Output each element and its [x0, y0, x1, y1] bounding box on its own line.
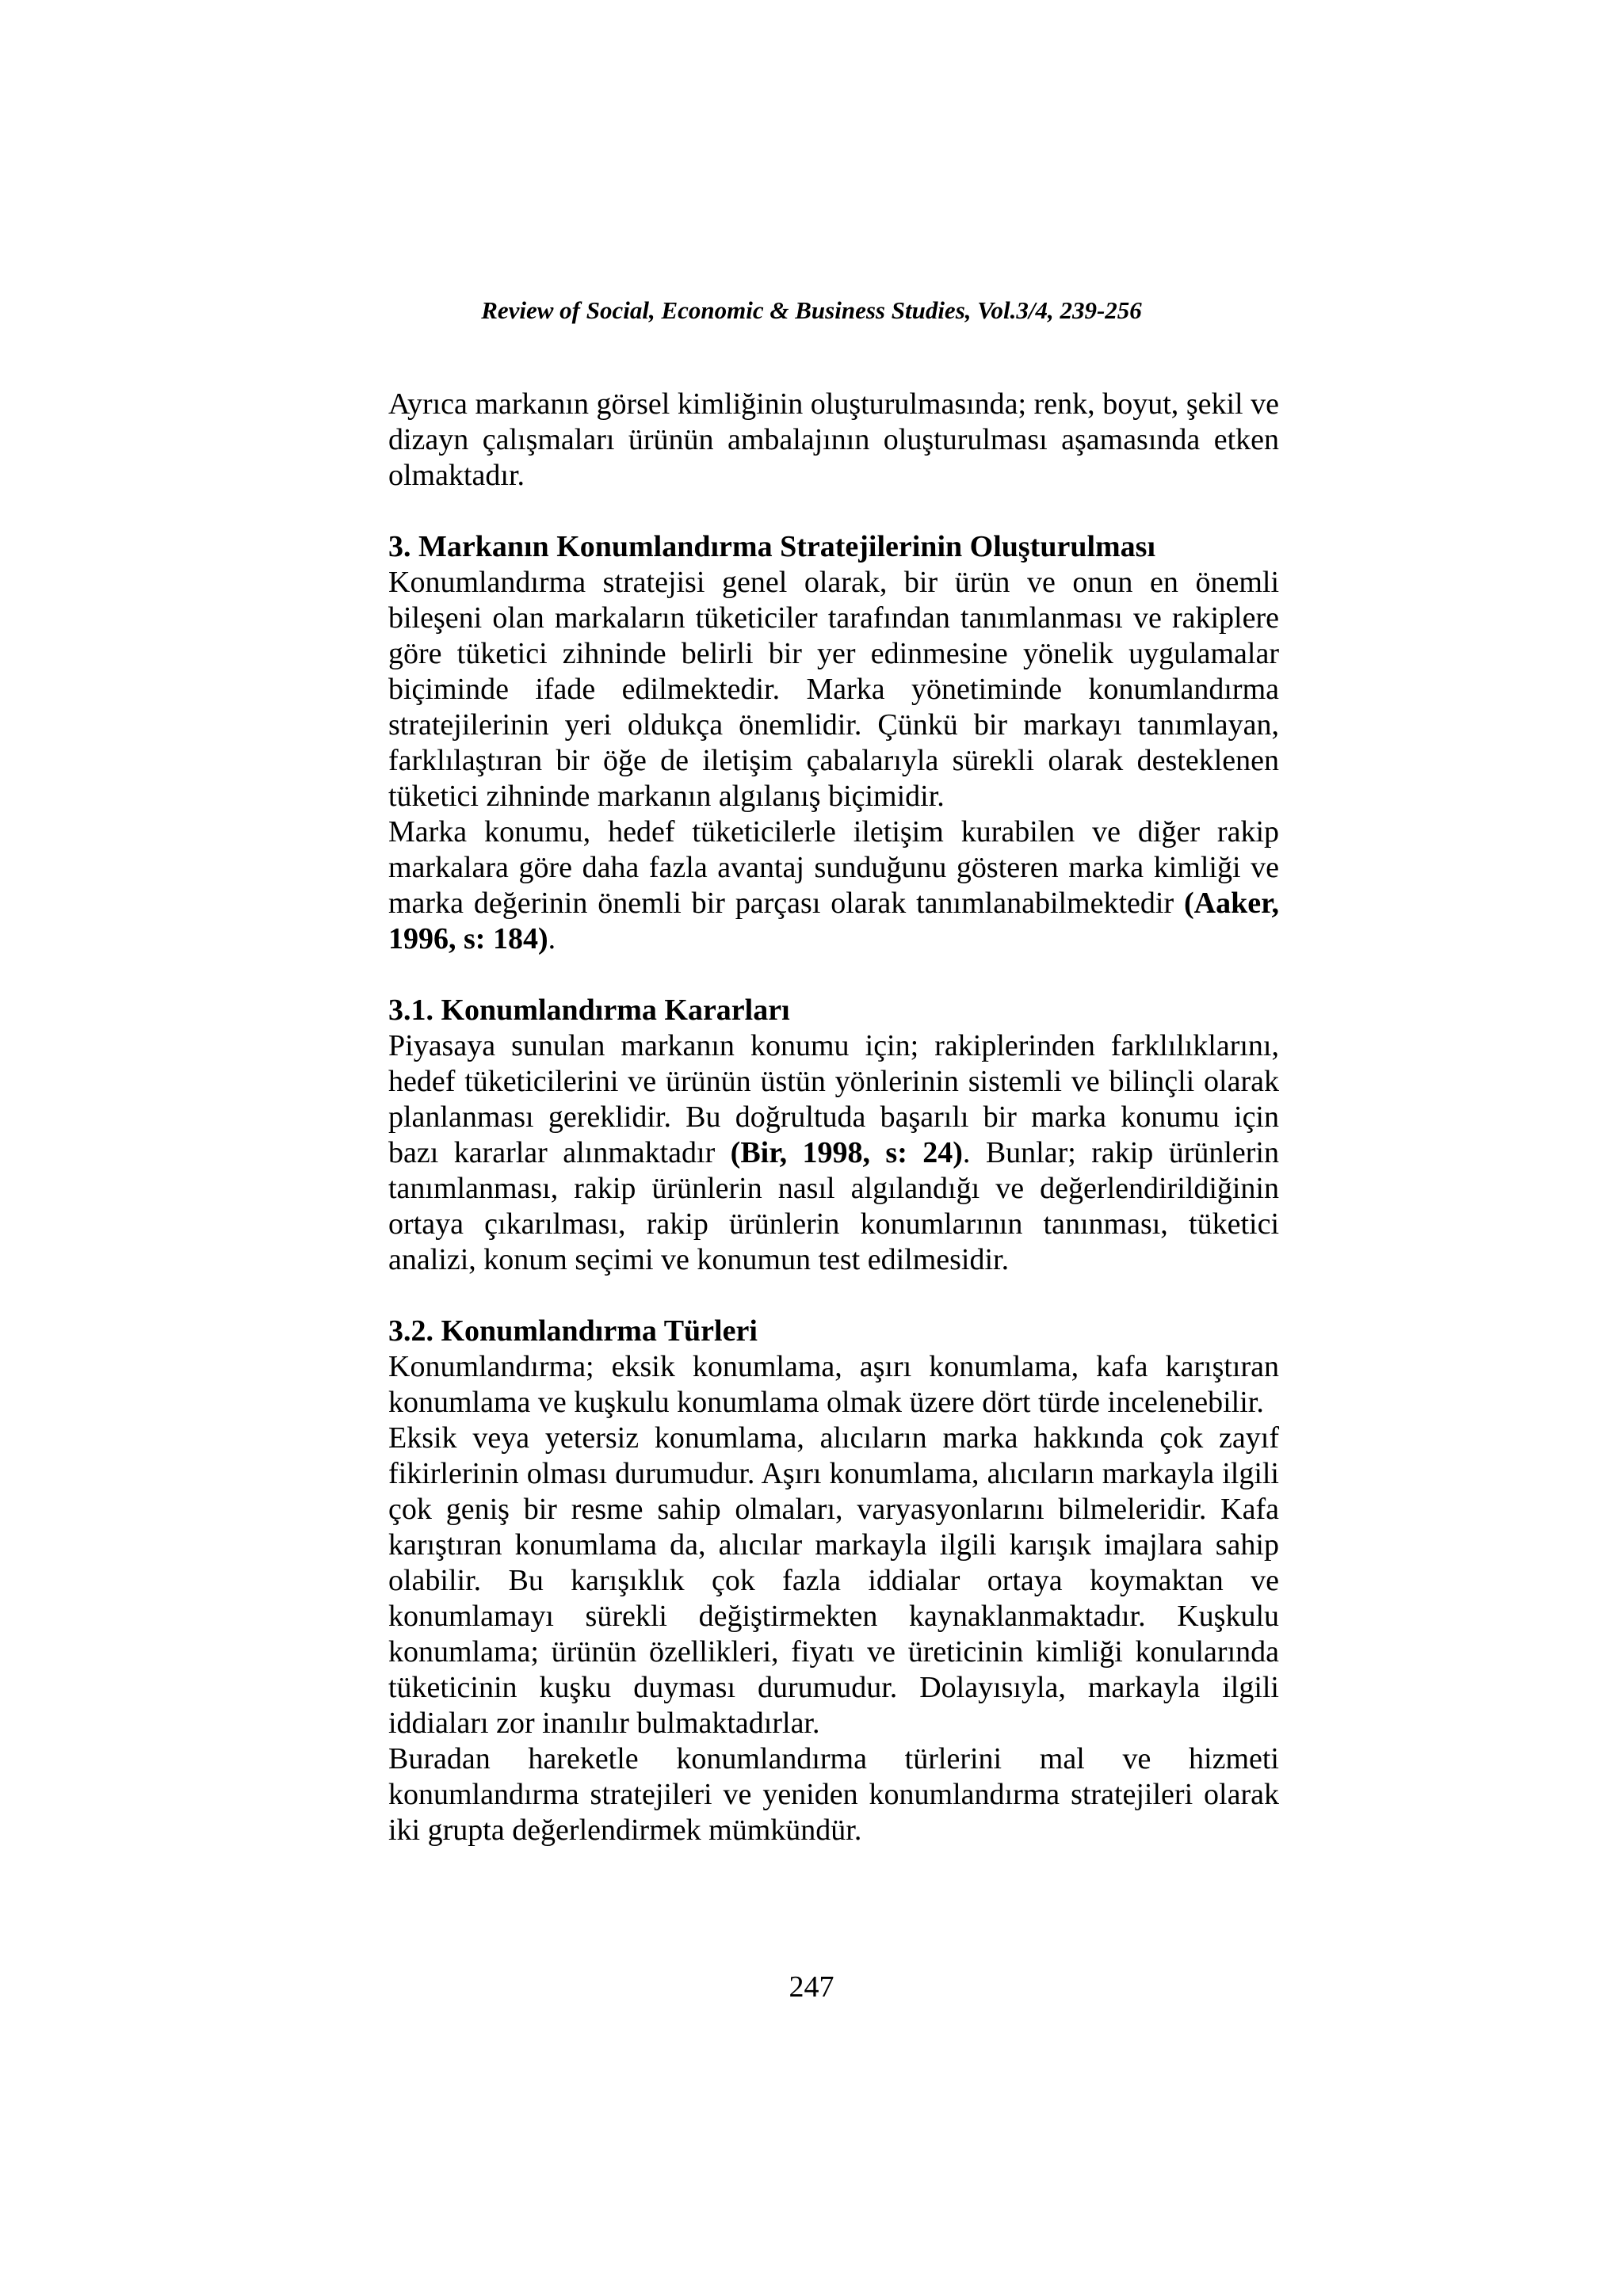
page-number: 247	[789, 1970, 834, 2004]
page-body	[388, 387, 1279, 1848]
section-3-paragraph-2	[388, 814, 1279, 957]
section-3-2-paragraph-1: Konumlandırma; eksik konumlama, aşırı konumlama, kafa karıştıran konumlama ve kuşkulu konumlama olmak üzere dört türde incelenebilir.	[388, 1350, 1279, 1419]
section-3-2-paragraph-3: Buradan hareketle konumlandırma türlerini mal ve hizmeti konumlandırma stratejileri ve yeniden konumlandırma stratejileri olarak iki grupta değerlendirmek mümkündür.	[388, 1742, 1279, 1847]
intro-paragraph: Ayrıca markanın görsel kimliğinin oluşturulmasında; renk, boyut, şekil ve dizayn çalışmaları ürünün ambalajının oluşturulması aşamasında etken olmaktadır.	[388, 387, 1279, 492]
paragraph-text: Marka konumu, hedef tüketicilerle iletişim kurabilen ve diğer rakip markalara göre daha fazla avantaj sunduğunu gösteren marka kimliği ve marka değerinin önemli bir parçası olarak tanımlanabilmektedir	[388, 815, 1279, 920]
section-3-1-paragraph	[388, 1028, 1279, 1278]
paragraph-text-end: . Bunlar; rakip ürünlerin tanımlanması, rakip ürünlerin nasıl algılandığı ve değerlendirildiğinin ortaya çıkarılması, rakip ürünlerin konumlarının tanınması, tüketici analizi, konum seçimi ve konumun test edilmesidir.	[388, 1136, 1279, 1276]
spacer	[388, 957, 1279, 993]
section-3-1-heading: 3.1. Konumlandırma Kararları	[388, 994, 790, 1027]
citation: (Aaker, 1996, s: 184)	[388, 887, 1279, 955]
section-3-heading: 3. Markanın Konumlandırma Stratejilerinin Oluşturulması	[388, 530, 1156, 563]
paragraph-text-end: .	[548, 922, 556, 955]
section-3-2-paragraph-2: Eksik veya yetersiz konumlama, alıcıların marka hakkında çok zayıf fikirlerinin olması durumudur. Aşırı konumlama, alıcıların markayla ilgili çok geniş bir resme sahip olmaları, varyasyonlarını bilmeleridir. Kafa karıştıran konumlama da, alıcılar markayla ilgili karışık imajlara sahip olabilir. Bu karışıklık çok fazla iddialar ortaya koymaktan ve konumlamayı sürekli değiştirmekten kaynaklanmaktadır. Kuşkulu konumlama; ürünün özellikleri, fiyatı ve üreticinin kimliği konularında tüketicinin kuşku duyması durumudur. Dolayısıyla, markayla ilgili iddiaları zor inanılır bulmaktadırlar.	[388, 1421, 1279, 1740]
spacer	[388, 494, 1279, 529]
spacer	[388, 1278, 1279, 1314]
citation: (Bir, 1998, s: 24)	[730, 1136, 963, 1169]
section-3-paragraph-1: Konumlandırma stratejisi genel olarak, bir ürün ve onun en önemli bileşeni olan markaların tüketiciler tarafından tanımlanması ve rakiplere göre tüketici zihninde belirli bir yer edinmesine yönelik uygulamalar biçiminde ifade edilmektedir. Marka yönetiminde konumlandırma stratejilerinin yeri oldukça önemlidir. Çünkü bir markayı tanımlayan, farklılaştıran bir öğe de iletişim çabalarıyla sürekli olarak desteklenen tüketici zihninde markanın algılanış biçimidir.	[388, 566, 1279, 813]
running-header: Review of Social, Economic & Business Studies, Vol.3/4, 239-256	[481, 296, 1142, 324]
paragraph-text: Piyasaya sunulan markanın konumu için; rakiplerinden farklılıklarını, hedef tüketicilerini ve ürünün üstün yönlerinin sistemli ve bilinçli olarak planlanması gereklidir. Bu doğrultuda başarılı bir marka konumu için bazı kararlar alınmaktadır	[388, 1029, 1279, 1169]
section-3-2-heading: 3.2. Konumlandırma Türleri	[388, 1314, 758, 1348]
